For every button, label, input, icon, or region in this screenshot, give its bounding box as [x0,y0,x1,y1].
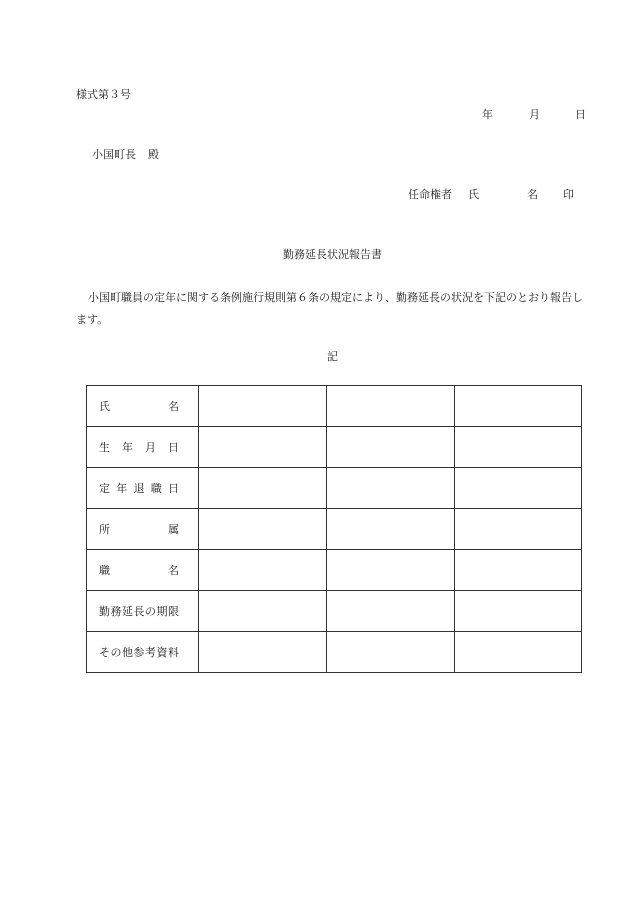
document-title: 勤務延長状況報告書 [283,248,382,261]
row-label-text [99,521,179,537]
row-label-char: 生 [99,441,110,454]
row-label-char: そ [99,646,110,659]
row-label-char: 所 [99,523,110,536]
row-label-char: 勤 [99,605,110,618]
table-row [87,427,582,468]
entry-cell[interactable] [327,509,455,550]
entry-cell[interactable] [455,591,582,632]
row-label-char: 名 [168,400,179,413]
row-label-char: 参 [133,646,145,659]
row-label-char: 日 [168,482,179,495]
row-label-char: 定 [99,482,110,495]
row-label-text [99,439,179,455]
row-label-char: 務 [110,605,122,618]
entry-cell[interactable] [199,386,327,427]
row-label-char: 延 [122,605,133,618]
row-label-char: の [110,646,122,659]
row-label-char: 職 [99,564,110,577]
row-label-char: 年 [116,482,128,495]
addressee-honorific: 殿 [148,148,159,161]
entry-cell[interactable] [327,386,455,427]
table-row [87,591,582,632]
date-month-label: 月 [529,108,540,121]
row-label [87,591,199,632]
date-day-label: 日 [575,108,586,121]
entry-cell[interactable] [327,591,455,632]
table-row [87,632,582,673]
appointer-label: 任命権者 [408,188,452,201]
appointer-line [408,186,588,200]
row-label-char: 属 [168,523,179,536]
row-label-char: 資 [156,646,168,659]
row-label-char: 期 [156,605,168,618]
entry-cell[interactable] [327,427,455,468]
addressee [92,146,159,162]
date-year-label: 年 [482,108,493,121]
appointer-mei: 名 [527,188,538,201]
row-label-text [99,603,179,619]
row-label-char: 日 [168,441,179,454]
row-label-char: 考 [145,646,156,659]
entry-cell[interactable] [199,509,327,550]
entry-cell[interactable] [455,509,582,550]
row-label-char: 職 [150,482,162,495]
table-row [87,550,582,591]
entry-cell[interactable] [199,591,327,632]
row-label-char: 退 [133,482,145,495]
entry-cell[interactable] [199,468,327,509]
form-number: 様式第３号 [76,88,131,101]
row-label [87,427,199,468]
row-label-char: 長 [133,605,145,618]
table-row [87,509,582,550]
row-label [87,509,199,550]
entry-cell[interactable] [455,468,582,509]
row-label-text [99,562,179,578]
row-label-text [99,398,179,414]
row-label [87,386,199,427]
row-label-char: 月 [145,441,156,454]
row-label-text [99,644,179,660]
entry-cell[interactable] [199,632,327,673]
row-label-char: 年 [122,441,133,454]
row-label-char: の [145,605,156,618]
row-label [87,550,199,591]
entry-cell[interactable] [199,427,327,468]
table-row [87,386,582,427]
row-label-text [99,480,179,496]
ki-heading: 記 [327,350,338,363]
entry-cell[interactable] [327,550,455,591]
addressee-name: 小国町長 [92,148,136,161]
table-row [87,468,582,509]
entry-cell[interactable] [455,550,582,591]
row-label [87,632,199,673]
row-label-char: 名 [168,564,179,577]
record-table [86,385,582,673]
entry-cell[interactable] [455,632,582,673]
row-label-char: 他 [122,646,133,659]
appointer-seal: 印 [563,188,574,201]
row-label-char: 氏 [99,400,110,413]
row-label-char: 料 [168,646,179,659]
entry-cell[interactable] [455,427,582,468]
row-label [87,468,199,509]
body-text: 小国町職員の定年に関する条例施行規則第６条の規定により、勤務延長の状況を下記のとおり報告します。 [76,291,583,326]
date-line [470,106,590,120]
entry-cell[interactable] [327,468,455,509]
entry-cell[interactable] [455,386,582,427]
appointer-shi: 氏 [468,188,479,201]
entry-cell[interactable] [327,632,455,673]
row-label-char: 限 [168,605,179,618]
entry-cell[interactable] [199,550,327,591]
